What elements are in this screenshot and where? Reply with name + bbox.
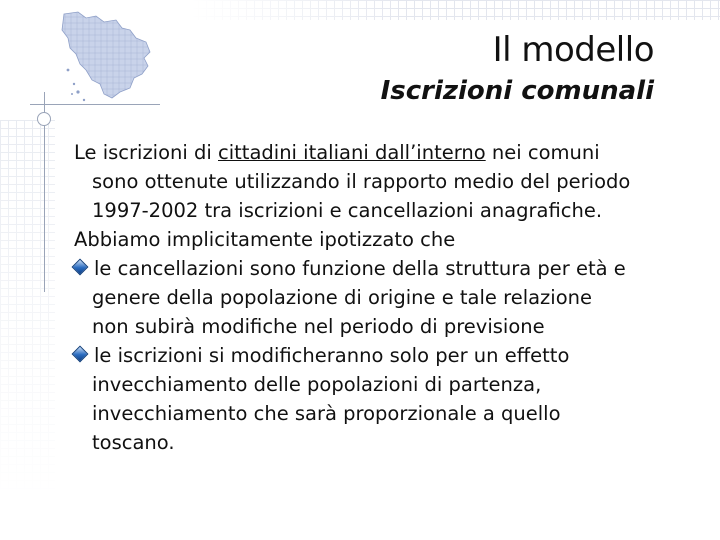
bullet-line: le iscrizioni si modificheranno solo per un effetto (94, 344, 570, 367)
bullet-line: invecchiamento delle popolazioni di partenza, (92, 373, 542, 396)
header-grid-decoration (190, 0, 720, 20)
slide-body (74, 138, 699, 457)
paragraph-method (74, 138, 699, 225)
paragraph-assumption: Abbiamo implicitamente ipotizzato che (74, 228, 456, 251)
bullet-line: invecchiamento che sarà proporzionale a quello (92, 402, 561, 425)
bullet-line: toscano. (92, 431, 175, 454)
bullet-item (74, 254, 699, 341)
side-grid-decoration (0, 120, 55, 540)
bullet-line: genere della popolazione di origine e tale relazione (92, 286, 593, 309)
tuscany-map-icon (56, 8, 166, 108)
paragraph-text: nei comuni (485, 141, 600, 164)
bullet-line: non subirà modifiche nel periodo di previsione (92, 315, 545, 338)
underlined-phrase: cittadini italiani dall’interno (218, 141, 486, 164)
slide-title: Il modello (492, 30, 654, 70)
bullet-item (74, 341, 699, 457)
slide-subtitle: Iscrizioni comunali (380, 76, 654, 106)
paragraph-text: Le iscrizioni di (74, 141, 219, 164)
diamond-bullet-icon (72, 346, 89, 363)
divider-circle-ornament (37, 112, 51, 126)
bullet-line: le cancellazioni sono funzione della struttura per età e (94, 257, 626, 280)
header-divider-line (30, 104, 160, 105)
diamond-bullet-icon (72, 259, 89, 276)
paragraph-line: 1997-2002 tra iscrizioni e cancellazioni anagrafiche. (92, 199, 603, 222)
paragraph-line: sono ottenute utilizzando il rapporto medio del periodo (92, 170, 631, 193)
